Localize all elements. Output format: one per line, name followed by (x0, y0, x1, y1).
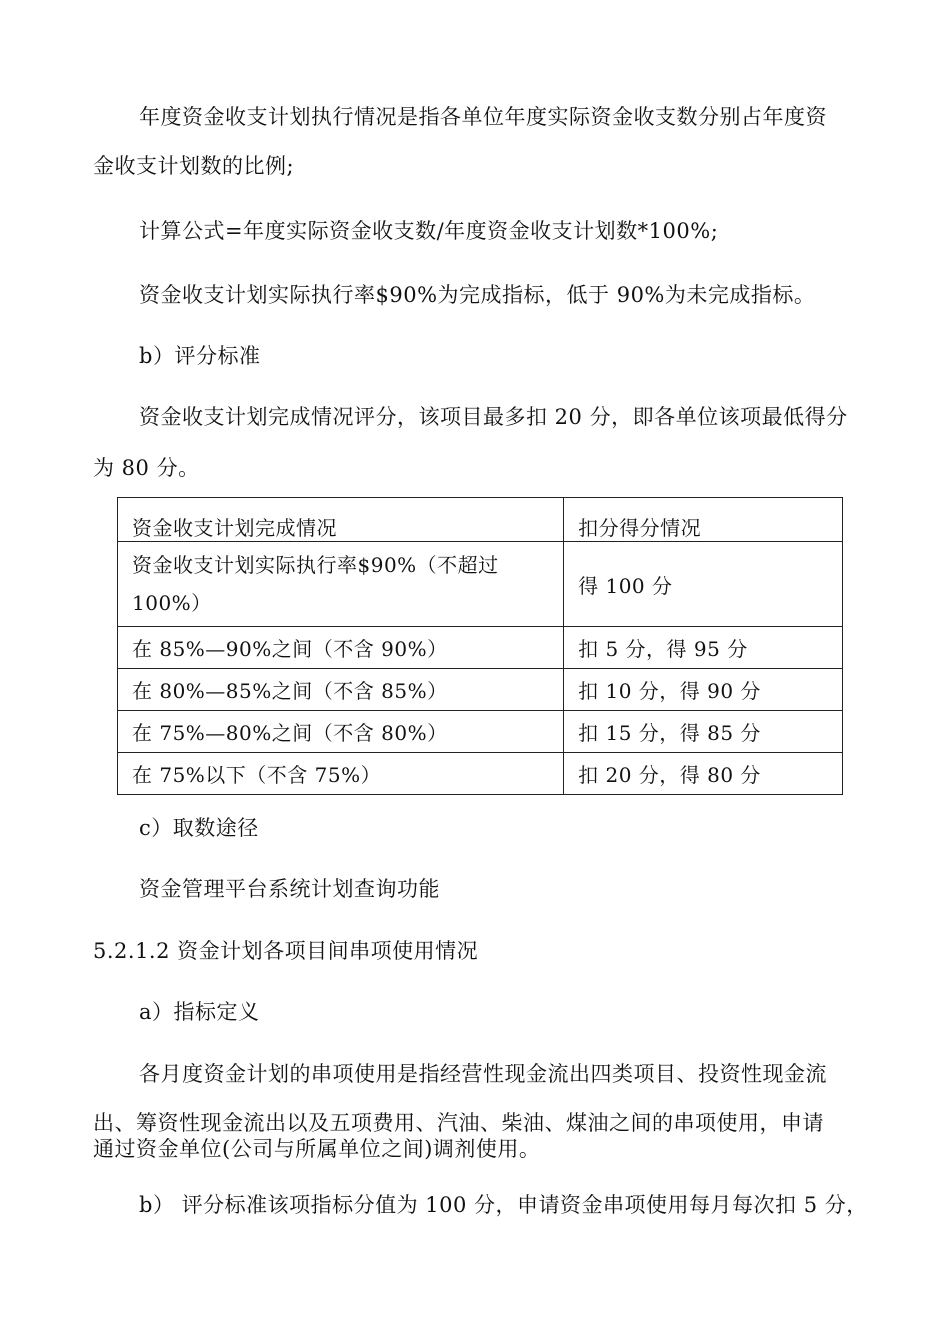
table-header-row (118, 498, 843, 542)
table-cell-condition: 在 85%—90%之间（不含 90%） (118, 627, 564, 669)
table-cell-score: 扣 10 分，得 90 分 (564, 669, 843, 711)
section-heading: a）指标定义 (139, 1000, 260, 1024)
table-row (118, 753, 843, 795)
paragraph-text: 资金收支计划实际执行率$90%为完成指标，低于 90%为未完成指标。 (139, 283, 816, 307)
table-cell-score: 得 100 分 (564, 542, 843, 627)
paragraph-text: 为 80 分。 (93, 456, 200, 480)
paragraph-text: 各月度资金计划的串项使用是指经营性现金流出四类项目、投资性现金流 (139, 1062, 827, 1086)
section-heading: b）评分标准 (139, 344, 261, 368)
paragraph-text: 通过资金单位(公司与所属单位之间)调剂使用。 (93, 1137, 541, 1161)
table-cell-score: 扣 5 分，得 95 分 (564, 627, 843, 669)
scoring-table (117, 497, 843, 795)
table-row (118, 669, 843, 711)
cell-text-line: 资金收支计划实际执行率$90%（不超过 (132, 553, 499, 577)
table-cell-score: 扣 20 分，得 80 分 (564, 753, 843, 795)
table-cell-condition: 在 75%—80%之间（不含 80%） (118, 711, 564, 753)
table-cell-score: 扣 15 分，得 85 分 (564, 711, 843, 753)
paragraph-text: 年度资金收支计划执行情况是指各单位年度实际资金收支数分别占年度资 (139, 105, 827, 129)
section-heading: c）取数途径 (139, 816, 259, 840)
cell-text-line: 100%） (132, 591, 212, 615)
table-cell-condition: 在 80%—85%之间（不含 85%） (118, 669, 564, 711)
table-cell-condition (118, 542, 564, 627)
formula-text: 计算公式=年度实际资金收支数/年度资金收支计划数*100%; (139, 219, 719, 243)
paragraph-text: 出、筹资性现金流出以及五项费用、汽油、柴油、煤油之间的串项使用，申请 (93, 1111, 824, 1135)
paragraph-text: 资金管理平台系统计划查询功能 (139, 877, 440, 901)
table-row (118, 711, 843, 753)
table-row (118, 627, 843, 669)
paragraph-text: 金收支计划数的比例; (93, 154, 295, 178)
paragraph-text: b） 评分标准该项指标分值为 100 分，申请资金串项使用每月每次扣 5 分， (139, 1193, 868, 1217)
paragraph-text: 资金收支计划完成情况评分，该项目最多扣 20 分，即各单位该项最低得分 (139, 405, 848, 429)
section-title: 5.2.1.2 资金计划各项目间串项使用情况 (93, 939, 479, 963)
table-cell-condition: 在 75%以下（不含 75%） (118, 753, 564, 795)
table-header-cell: 资金收支计划完成情况 (118, 498, 564, 542)
table-row (118, 542, 843, 627)
table-header-cell: 扣分得分情况 (564, 498, 843, 542)
